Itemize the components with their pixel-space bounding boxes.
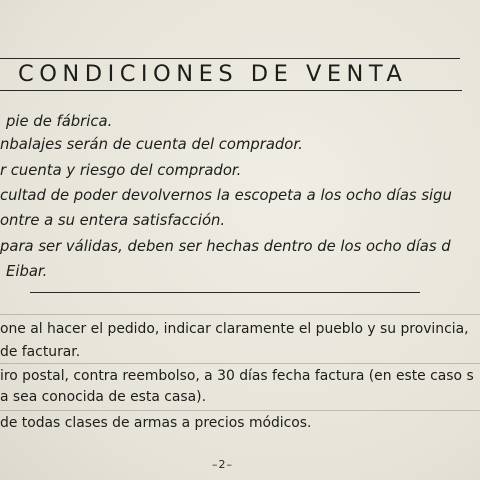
signature-rule [30, 292, 420, 293]
heading-bottom-rule [0, 90, 462, 91]
page-number: –2– [212, 458, 233, 471]
condition-line: pie de fábrica. [6, 113, 113, 130]
condition-line: r cuenta y riesgo del comprador. [0, 162, 242, 179]
note-line: de facturar. [0, 344, 81, 360]
note-line: iro postal, contra reembolso, a 30 días fecha factura (en este caso s [0, 368, 474, 384]
condition-line: para ser válidas, deben ser hechas dentro de los ocho días d [0, 238, 451, 255]
section-divider [0, 314, 480, 315]
condition-line: ontre a su entera satisfacción. [0, 212, 226, 229]
section-divider [0, 410, 480, 411]
note-line: a sea conocida de esta casa). [0, 389, 206, 405]
heading-top-rule [0, 58, 460, 60]
section-divider [0, 363, 480, 364]
condition-line: Eibar. [6, 263, 48, 280]
page-title: CONDICIONES DE VENTA [18, 61, 408, 87]
note-line: de todas clases de armas a precios módicos. [0, 415, 312, 431]
note-line: one al hacer el pedido, indicar claramente el pueblo y su provincia, [0, 321, 469, 337]
condition-line: nbalajes serán de cuenta del comprador. [0, 136, 303, 153]
condition-line: cultad de poder devolvernos la escopeta a los ocho días sigu [0, 187, 452, 204]
